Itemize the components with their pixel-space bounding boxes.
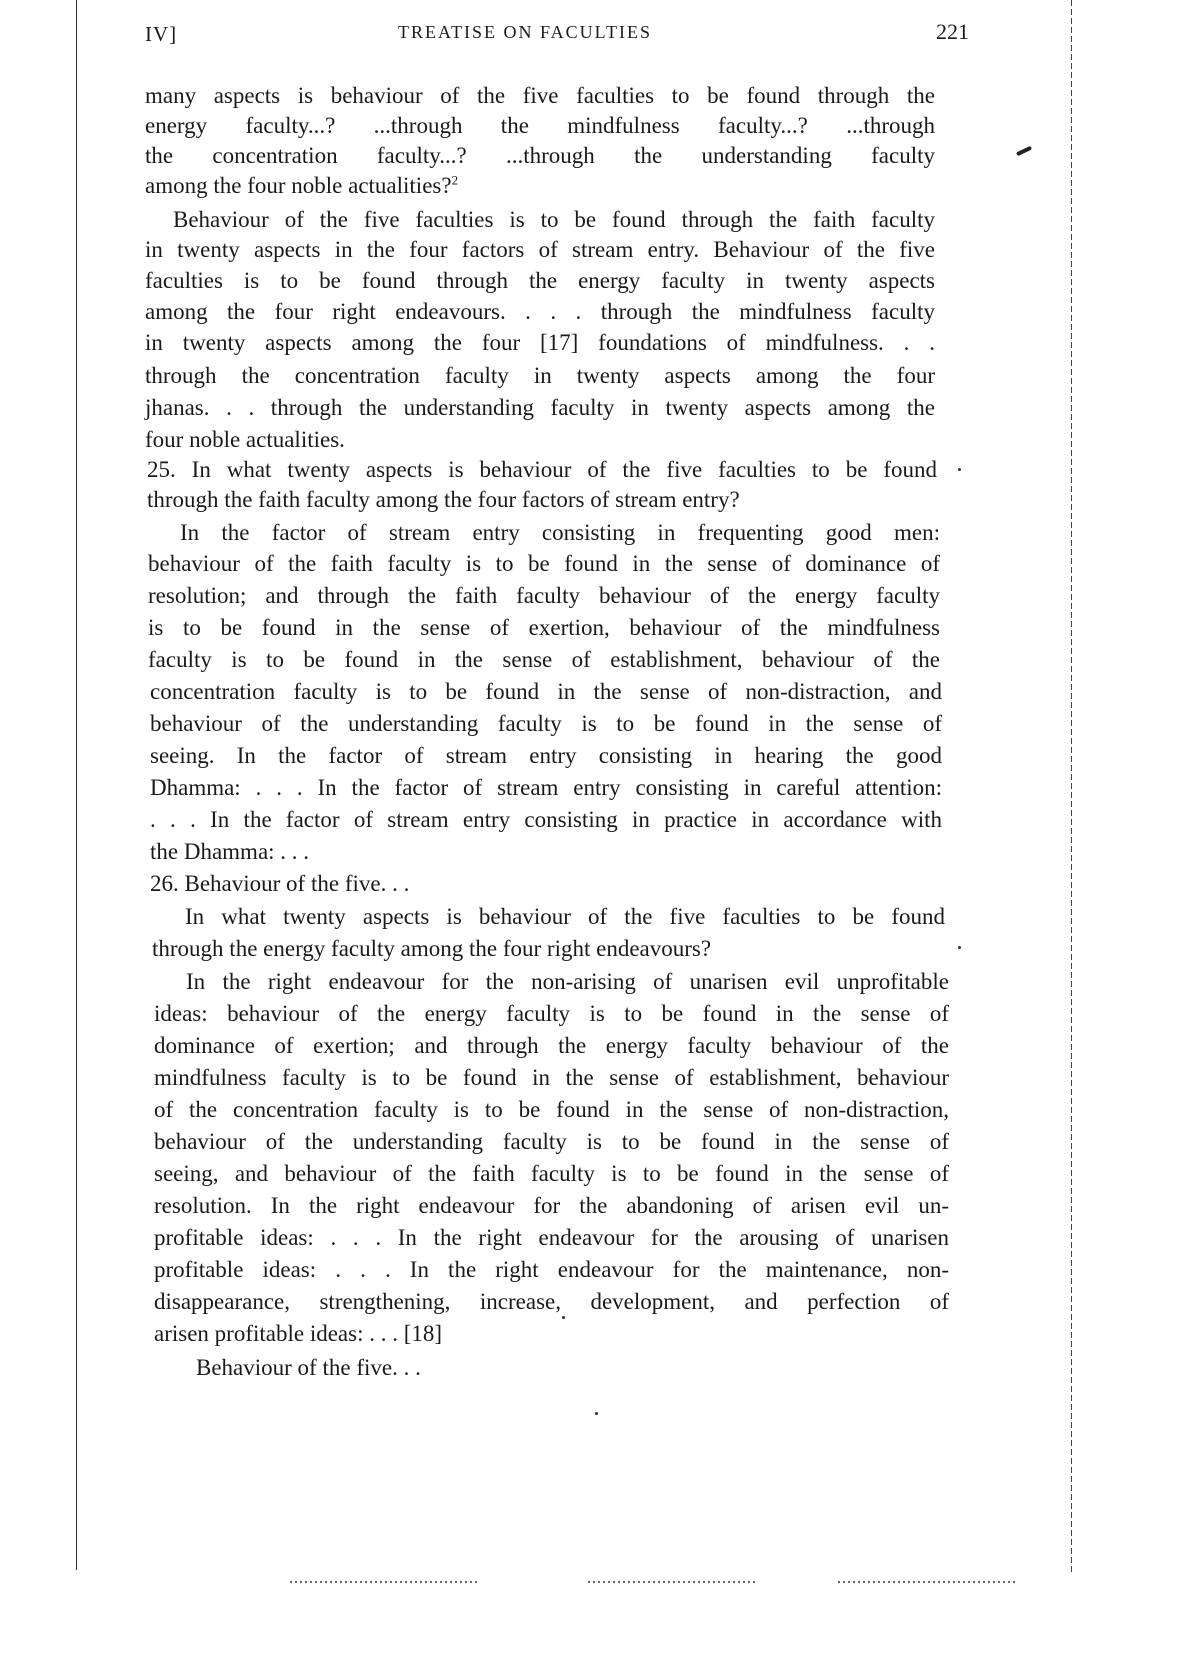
text-line: ideas: behaviour of the energy faculty is to be found in the sense of <box>154 1001 949 1026</box>
footnote-ref: 2 <box>451 172 459 188</box>
text-line: four noble actualities. <box>145 427 345 452</box>
text-line: resolution. In the right endeavour for the abandoning of arisen evil un- <box>154 1193 949 1218</box>
text-line: . . . In the factor of stream entry consisting in practice in accordance with <box>150 807 942 832</box>
text-line: In the factor of stream entry consisting in frequenting good men: <box>180 520 940 545</box>
right-margin-rule <box>1071 0 1072 1575</box>
text-line: Dhamma: . . . In the factor of stream entry consisting in careful attention: <box>150 775 942 800</box>
text-line: 26. Behaviour of the five. . . <box>150 871 410 896</box>
text-line: energy faculty...? ...through the mindfulness faculty...? ...through <box>145 113 935 138</box>
text-line: the concentration faculty...? ...through the understanding faculty <box>145 143 935 168</box>
text-line: In what twenty aspects is behaviour of the five faculties to be found <box>185 904 945 929</box>
left-margin-rule <box>76 0 77 1570</box>
text-line: 25. In what twenty aspects is behaviour of the five faculties to be found <box>147 457 937 482</box>
text-line: behaviour of the understanding faculty is to be found in the sense of <box>154 1129 949 1154</box>
scan-speck <box>958 468 961 471</box>
text-line: through the concentration faculty in twenty aspects among the four <box>145 363 935 388</box>
page-header <box>0 18 1184 48</box>
text-line: behaviour of the understanding faculty is to be found in the sense of <box>150 711 942 736</box>
text-line: in twenty aspects in the four factors of stream entry. Behaviour of the five <box>145 237 935 262</box>
text-line: among the four noble actualities?$^2$ <box>145 172 459 198</box>
text-line: seeing, and behaviour of the faith faculty is to be found in the sense of <box>154 1161 949 1186</box>
margin-pen-mark <box>1016 146 1032 156</box>
scan-artifact-dots <box>290 1581 480 1583</box>
text-line: profitable ideas: . . . In the right endeavour for the arousing of unarisen <box>154 1225 949 1250</box>
text-line: among the four right endeavours. . . . through the mindfulness faculty <box>145 299 935 324</box>
text-line: behaviour of the faith faculty is to be found in the sense of dominance of <box>148 551 940 576</box>
text-line: mindfulness faculty is to be found in the sense of establishment, behaviour <box>154 1065 949 1090</box>
text-line: faculties is to be found through the energy faculty in twenty aspects <box>145 268 935 293</box>
scan-artifact-dots <box>588 1581 758 1583</box>
text-line: through the faith faculty among the four factors of stream entry? <box>147 487 740 512</box>
text-line: concentration faculty is to be found in the sense of non-distraction, and <box>150 679 942 704</box>
page-number: 221 <box>936 19 969 44</box>
running-title: TREATISE ON FACULTIES <box>398 22 653 42</box>
text-line: is to be found in the sense of exertion, behaviour of the mindfulness <box>148 615 940 640</box>
text-line: resolution; and through the faith faculty behaviour of the energy faculty <box>148 583 940 608</box>
scan-speck <box>595 1412 598 1415</box>
text-line: many aspects is behaviour of the five faculties to be found through the <box>145 83 935 108</box>
chapter-marker: IV] <box>145 22 178 46</box>
text-line: through the energy faculty among the four right endeavours? <box>152 936 712 961</box>
scan-artifact-dots <box>838 1581 1018 1583</box>
text-line: profitable ideas: . . . In the right endeavour for the maintenance, non- <box>154 1257 949 1282</box>
text-line: disappearance, strengthening, increase, development, and perfection of <box>154 1289 949 1314</box>
text-line: of the concentration faculty is to be found in the sense of non-distraction, <box>154 1097 949 1122</box>
text-line: faculty is to be found in the sense of establishment, behaviour of the <box>148 647 940 672</box>
text-line: In the right endeavour for the non-arising of unarisen evil unprofitable <box>186 969 949 994</box>
text-line: seeing. In the factor of stream entry consisting in hearing the good <box>150 743 942 768</box>
scan-speck <box>562 1316 565 1319</box>
scan-speck <box>958 946 961 949</box>
text-line: dominance of exertion; and through the energy faculty behaviour of the <box>154 1033 949 1058</box>
text-line: in twenty aspects among the four [17] foundations of mindfulness. . . <box>145 330 935 355</box>
text-line: the Dhamma: . . . <box>150 839 310 864</box>
text-line: jhanas. . . through the understanding faculty in twenty aspects among the <box>145 395 935 420</box>
text-line: Behaviour of the five faculties is to be found through the faith faculty <box>173 207 935 232</box>
text-line: Behaviour of the five. . . <box>196 1355 421 1380</box>
text-line: arisen profitable ideas: . . . [18] <box>154 1321 443 1346</box>
